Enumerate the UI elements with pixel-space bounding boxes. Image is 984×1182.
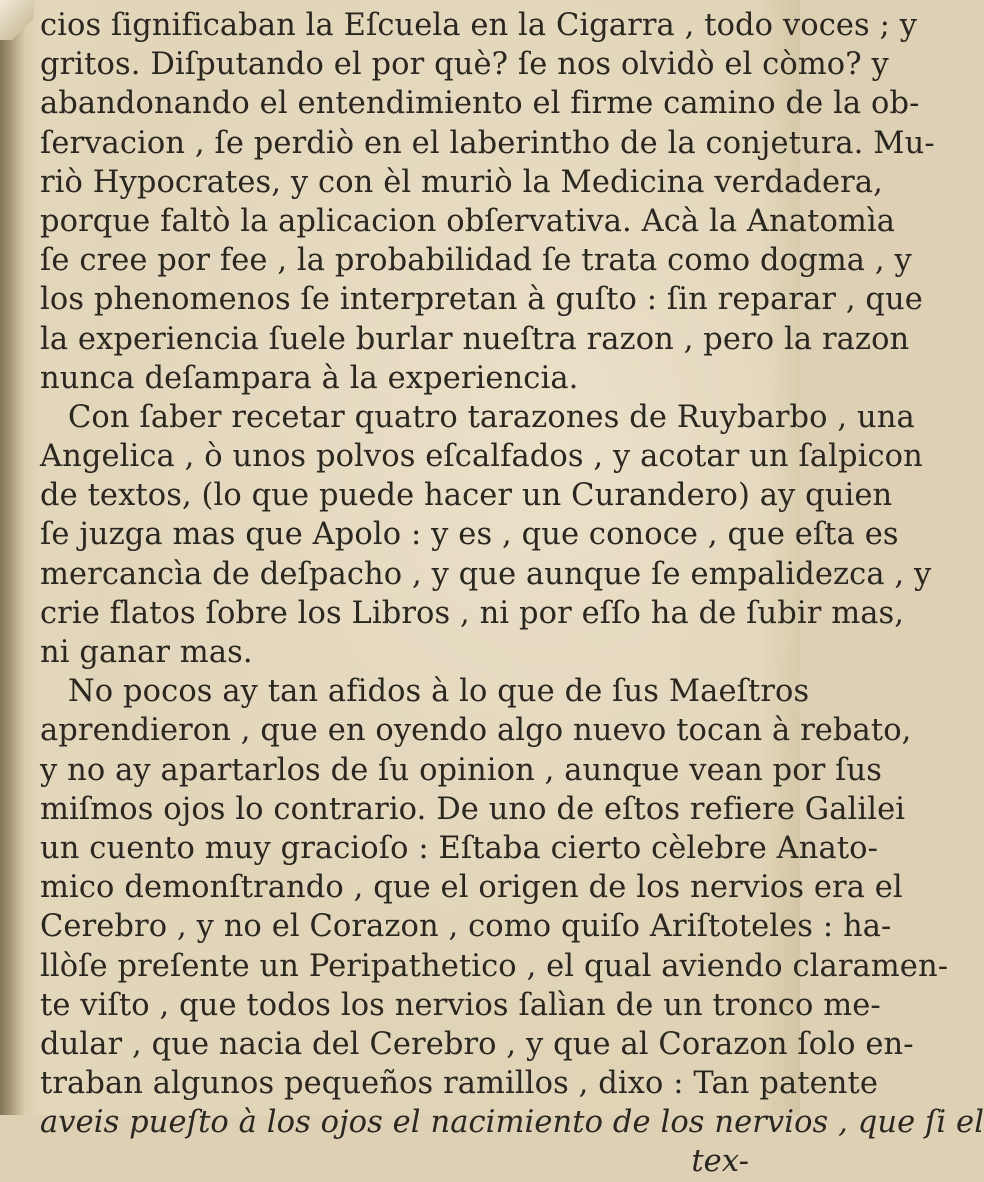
text-line: cios ſignificaban la Eſcuela en la Cigarra , todo voces ; y <box>40 8 918 43</box>
text-line: traban algunos pequeños ramillos , dixo : Tan patente <box>40 1066 878 1102</box>
text-line: abandonando el entendimiento el firme camino de la ob- <box>40 86 920 122</box>
text-line: aprendieron , que en oyendo algo nuevo tocan à rebato, <box>40 713 912 749</box>
page-corner-fold <box>0 0 34 40</box>
text-line: Angelica , ò unos polvos eſcalfados , y acotar un ſalpicon <box>40 439 923 475</box>
page-edge-shadow <box>0 0 26 1115</box>
text-line: ſervacion , ſe perdiò en el laberintho de la conjetura. Mu- <box>40 125 935 161</box>
text-line: dular , que nacia del Cerebro , y que al Corazon ſolo en- <box>40 1026 914 1062</box>
text-line: la experiencia ſuele burlar nueſtra razon , pero la razon <box>40 321 910 357</box>
text-line: crie flatos ſobre los Libros , ni por eſſo ha de ſubir mas, <box>40 595 905 631</box>
text-line: ſe juzga mas que Apolo : y es , que conoce , que eſta es <box>40 517 899 553</box>
paragraph-start-line: No pocos ay tan afidos à lo que de ſus Maeſtros <box>68 674 810 710</box>
text-line: los phenomenos ſe interpretan à guſto : ſin reparar , que <box>40 282 923 318</box>
text-line: mercancìa de deſpacho , y que aunque ſe empalidezca , y <box>40 556 932 592</box>
text-line: ni ganar mas. <box>40 635 253 670</box>
text-line: de textos, (lo que puede hacer un Curandero) ay quien <box>40 478 893 514</box>
text-line: ſe cree por fee , la probabilidad ſe trata como dogma , y <box>40 243 912 279</box>
text-line: riò Hypocrates, y con èl muriò la Medicina verdadera, <box>40 164 883 200</box>
text-line: llòſe preſente un Peripathetico , el qual aviendo claramen- <box>40 948 949 984</box>
text-line: porque faltò la aplicacion obſervativa. Acà la Anatomìa <box>40 203 896 239</box>
paragraph-start-line: Con ſaber recetar quatro tarazones de Ruybarbo , una <box>68 399 915 435</box>
text-line: mico demonſtrando , que el origen de los nervios era el <box>40 870 903 906</box>
text-line: Cerebro , y no el Corazon , como quiſo Ariſtoteles : ha- <box>40 909 892 945</box>
text-line: miſmos ojos lo contrario. De uno de eſtos refiere Galilei <box>40 791 906 827</box>
text-line: aveis pueſto à los ojos el nacimiento de los nervios , que ſi el <box>40 1105 984 1141</box>
body-text <box>40 6 984 1182</box>
text-line: un cuento muy gracioſo : Eſtaba cierto cèlebre Anato- <box>40 830 879 866</box>
catchword: tex- <box>691 1144 749 1180</box>
text-line: y no ay apartarlos de ſu opinion , aunque vean por ſus <box>40 752 883 788</box>
text-line: gritos. Diſputando el por què? ſe nos olvidò el còmo? y <box>40 47 889 83</box>
text-line: te viſto , que todos los nervios ſalìan de un tronco me- <box>40 987 881 1023</box>
text-line: nunca deſampara à la experiencia. <box>40 360 579 396</box>
